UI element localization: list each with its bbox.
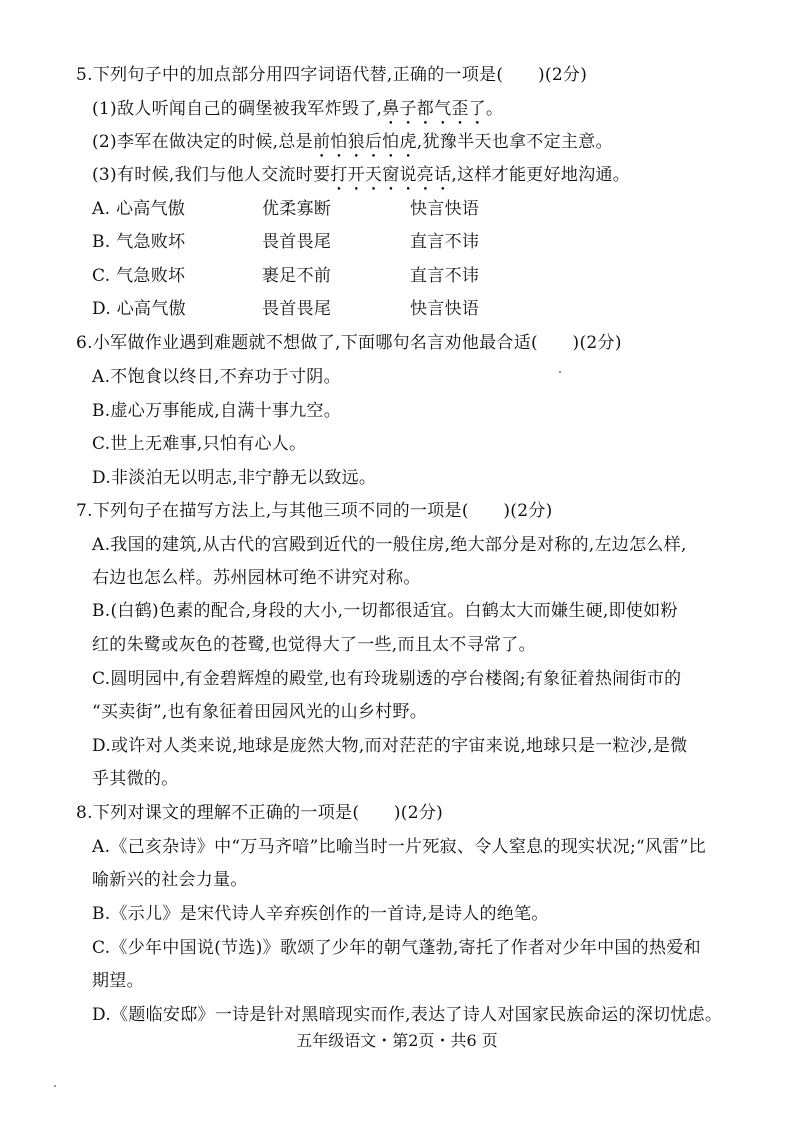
option-word-3: 直言不讳 [410, 266, 480, 286]
question-8-option-c-line-1: C.《少年中国说(节选)》歌颂了少年的朝气蓬勃,寄托了作者对少年中国的热爱和 [92, 938, 701, 958]
dotted-phrase: 前怕狼后怕虎 [312, 132, 417, 152]
question-7-option-a-line-1: A.我国的建筑,从古代的宫殿到近代的一般住房,绝大部分是对称的,左边怎么样, [92, 535, 687, 555]
option-word-2: 优柔寡断 [262, 199, 332, 219]
question-8-option-a-line-2: 喻新兴的社会力量。 [92, 870, 248, 890]
option-word-2: 畏首畏尾 [262, 232, 332, 252]
option-word-3: 直言不讳 [410, 232, 480, 252]
question-5-sentence-2 [92, 131, 613, 162]
sentence-text: 。 [486, 99, 504, 119]
option-word-1: D. 心高气傲 [92, 299, 186, 319]
sentence-text: (1)敌人听闻自己的碉堡被我军炸毁了, [92, 99, 383, 119]
question-7-option-c-line-2: “买卖街”,也有象征着田园风光的山乡村野。 [92, 702, 428, 722]
page-footer: 五年级语文・第2页・共6 页 [296, 1031, 498, 1050]
question-6-stem: 6.小军做作业遇到难题就不想做了,下面哪句名言劝他最合适( )(2分) [76, 333, 622, 353]
question-8-stem: 8.下列对课文的理解不正确的一项是( )(2分) [76, 803, 444, 823]
scan-speck [559, 371, 561, 373]
option-word-3: 快言快语 [410, 199, 480, 219]
question-7-option-d-line-2: 乎其微的。 [92, 769, 179, 789]
question-6-option-a: A.不饱食以终日,不弃功于寸阴。 [92, 367, 341, 387]
question-6-option-b: B.虚心万事能成,自满十事九空。 [92, 401, 342, 421]
question-8-option-c-line-2: 期望。 [92, 971, 144, 991]
dotted-phrase: 打开天窗说亮话 [330, 165, 452, 185]
option-word-2: 畏首畏尾 [262, 299, 332, 319]
option-word-1: A. 心高气傲 [92, 199, 186, 219]
question-6-option-d: D.非淡泊无以明志,非宁静无以致远。 [92, 468, 377, 488]
option-word-2: 裹足不前 [262, 266, 332, 286]
option-word-1: B. 气急败坏 [92, 232, 186, 252]
question-7-stem: 7.下列句子在描写方法上,与其他三项不同的一项是( )(2分) [76, 501, 553, 521]
question-7-option-b-line-1: B.(白鹤)色素的配合,身段的大小,一切都很适宜。白鹤太大而嫌生硬,即使如粉 [92, 601, 678, 621]
question-7-option-c-line-1: C.圆明园中,有金碧辉煌的殿堂,也有玲珑剔透的亭台楼阁;有象征着热闹街市的 [92, 669, 682, 689]
option-word-1: C. 气急败坏 [92, 266, 186, 286]
option-word-3: 快言快语 [410, 299, 480, 319]
scan-speck [54, 1085, 56, 1087]
question-8-option-a-line-1: A.《己亥杂诗》中“万马齐喑”比喻当时一片死寂、令人窒息的现实状况;“风雷”比 [92, 837, 706, 857]
sentence-text: ,犹豫半天也拿不定主意。 [416, 132, 613, 152]
question-5-sentence-1 [92, 98, 503, 129]
sentence-text: (3)有时候,我们与他人交流时要 [92, 165, 331, 185]
question-5-stem: 5.下列句子中的加点部分用四字词语代替,正确的一项是( )(2分) [76, 65, 588, 85]
question-8-option-d: D.《题临安邸》一诗是针对黑暗现实而作,表达了诗人对国家民族命运的深切忧虑。 [92, 1005, 723, 1025]
question-6-option-c: C.世上无难事,只怕有心人。 [92, 434, 307, 454]
sentence-text: (2)李军在做决定的时候,总是 [92, 132, 313, 152]
dotted-phrase: 鼻子都气歪了 [382, 99, 486, 119]
question-7-option-a-line-2: 右边也怎么样。苏州园林可绝不讲究对称。 [92, 568, 421, 588]
question-7-option-b-line-2: 红的朱鹭或灰色的苍鹭,也觉得大了一些,而且太不寻常了。 [92, 635, 536, 655]
question-5-sentence-3 [92, 164, 630, 195]
question-8-option-b: B.《示儿》是宋代诗人辛弃疾创作的一首诗,是诗人的绝笔。 [92, 904, 549, 924]
question-7-option-d-line-1: D.或许对人类来说,地球是庞然大物,而对茫茫的宇宙来说,地球只是一粒沙,是微 [92, 736, 688, 756]
sentence-text: ,这样才能更好地沟通。 [451, 165, 631, 185]
